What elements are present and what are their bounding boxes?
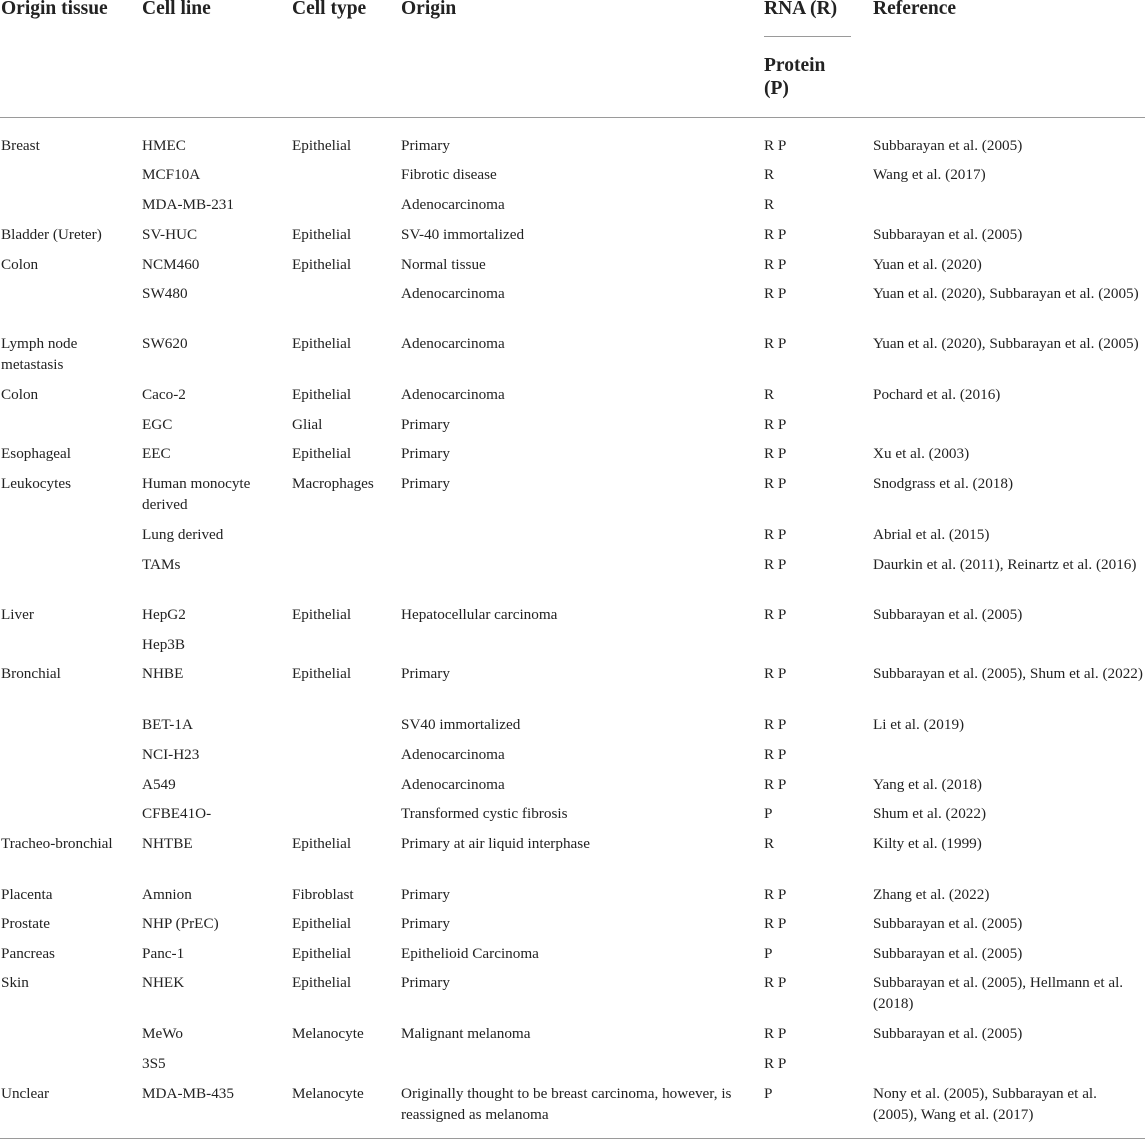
- cell-line-cell: TAMs: [142, 556, 181, 573]
- cell-type-cell: Epithelial: [292, 445, 352, 462]
- rna-protein-cell: R P: [764, 746, 787, 763]
- rna-protein-cell: R P: [764, 416, 787, 433]
- origin-cell: Primary: [401, 915, 450, 932]
- cell-line-cell: EEC: [142, 445, 171, 462]
- rna-protein-cell: R P: [764, 606, 787, 623]
- reference-cell: Yuan et al. (2020), Subbarayan et al. (2005): [873, 285, 1139, 302]
- rna-protein-cell: R P: [764, 665, 787, 682]
- cell-type-cell: Epithelial: [292, 835, 352, 852]
- rna-protein-cell: R: [764, 196, 775, 213]
- header-cell-type: Cell type: [292, 0, 367, 19]
- header-sub-divider: [764, 36, 851, 37]
- rna-protein-cell: R P: [764, 285, 787, 302]
- cell-line-cell: Lung derived: [142, 526, 224, 543]
- rna-protein-cell: R P: [764, 974, 787, 991]
- cell-line-cell: SW620: [142, 335, 188, 352]
- reference-cell: Shum et al. (2022): [873, 805, 987, 822]
- rna-protein-cell: R P: [764, 526, 787, 543]
- cell-line-cell: BET-1A: [142, 716, 193, 733]
- cell-line-cell: NHTBE: [142, 835, 193, 852]
- cell-type-cell: Epithelial: [292, 945, 352, 962]
- origin-cell: Adenocarcinoma: [401, 335, 505, 352]
- origin-cell: Adenocarcinoma: [401, 285, 505, 302]
- origin-cell: Adenocarcinoma: [401, 386, 505, 403]
- origin-tissue-cell: Liver: [1, 606, 34, 623]
- rna-protein-cell: R P: [764, 776, 787, 793]
- cell-type-cell: Epithelial: [292, 137, 352, 154]
- cell-line-cell: MDA-MB-231: [142, 196, 234, 213]
- cell-line-cell: NHEK: [142, 974, 185, 991]
- reference-cell: Subbarayan et al. (2005): [873, 606, 1023, 623]
- cell-line-cell: SV-HUC: [142, 226, 198, 243]
- origin-tissue-cell: Lymph node metastasis: [1, 335, 78, 373]
- origin-cell: Adenocarcinoma: [401, 746, 505, 763]
- cell-line-cell: A549: [142, 776, 176, 793]
- cell-line-cell: Amnion: [142, 886, 192, 903]
- reference-cell: Daurkin et al. (2011), Reinartz et al. (2016): [873, 556, 1137, 573]
- header-origin: Origin: [401, 0, 457, 19]
- cell-line-cell: NCM460: [142, 256, 200, 273]
- header-origin-tissue: Origin tissue: [1, 0, 108, 19]
- origin-tissue-cell: Leukocytes: [1, 475, 72, 492]
- cell-type-cell: Macrophages: [292, 475, 374, 492]
- rna-protein-cell: R P: [764, 1055, 787, 1072]
- cell-type-cell: Epithelial: [292, 386, 352, 403]
- cell-type-cell: Fibroblast: [292, 886, 354, 903]
- cell-line-cell: Caco-2: [142, 386, 186, 403]
- origin-cell: Primary: [401, 416, 450, 433]
- rna-protein-cell: R P: [764, 226, 787, 243]
- origin-cell: Hepatocellular carcinoma: [401, 606, 558, 623]
- reference-cell: Xu et al. (2003): [873, 445, 970, 462]
- cell-type-cell: Epithelial: [292, 256, 352, 273]
- reference-cell: Subbarayan et al. (2005), Hellmann et al. (2018): [873, 974, 1124, 1012]
- reference-cell: Wang et al. (2017): [873, 166, 986, 183]
- rna-protein-cell: P: [764, 1085, 773, 1102]
- cell-line-cell: 3S5: [142, 1055, 166, 1072]
- reference-cell: Subbarayan et al. (2005): [873, 945, 1023, 962]
- cell-type-cell: Glial: [292, 416, 323, 433]
- origin-cell: Malignant melanoma: [401, 1025, 531, 1042]
- rna-protein-cell: R: [764, 166, 775, 183]
- cell-type-cell: Melanocyte: [292, 1085, 364, 1102]
- origin-cell: Primary: [401, 886, 450, 903]
- origin-cell: Primary at air liquid interphase: [401, 835, 590, 852]
- reference-cell: Kilty et al. (1999): [873, 835, 982, 852]
- rna-protein-cell: R: [764, 835, 775, 852]
- rna-protein-cell: R P: [764, 556, 787, 573]
- rna-protein-cell: R P: [764, 886, 787, 903]
- reference-cell: Subbarayan et al. (2005): [873, 915, 1023, 932]
- rna-protein-cell: R: [764, 386, 775, 403]
- reference-cell: Nony et al. (2005), Subbarayan et al. (2005), Wang et al. (2017): [873, 1085, 1097, 1123]
- cell-line-cell: HMEC: [142, 137, 186, 154]
- origin-tissue-cell: Prostate: [1, 915, 50, 932]
- cell-line-cell: Hep3B: [142, 636, 186, 653]
- cell-line-cell: Human monocyte derived: [142, 475, 251, 513]
- origin-tissue-cell: Colon: [1, 256, 39, 273]
- rna-protein-cell: P: [764, 945, 773, 962]
- reference-cell: Yuan et al. (2020): [873, 256, 982, 273]
- origin-cell: Primary: [401, 974, 450, 991]
- origin-cell: SV40 immortalized: [401, 716, 521, 733]
- reference-cell: Snodgrass et al. (2018): [873, 475, 1014, 492]
- cell-line-cell: NCI-H23: [142, 746, 200, 763]
- cell-line-cell: EGC: [142, 416, 173, 433]
- cell-line-cell: Panc-1: [142, 945, 185, 962]
- cell-line-cell: MeWo: [142, 1025, 183, 1042]
- table-bottom-divider: [0, 1138, 1145, 1139]
- reference-cell: Yang et al. (2018): [873, 776, 982, 793]
- origin-cell: Adenocarcinoma: [401, 776, 505, 793]
- reference-cell: Subbarayan et al. (2005), Shum et al. (2022): [873, 665, 1143, 682]
- origin-tissue-cell: Colon: [1, 386, 39, 403]
- origin-cell: Primary: [401, 137, 450, 154]
- cell-type-cell: Epithelial: [292, 606, 352, 623]
- rna-protein-cell: R P: [764, 915, 787, 932]
- reference-cell: Pochard et al. (2016): [873, 386, 1001, 403]
- reference-cell: Subbarayan et al. (2005): [873, 1025, 1023, 1042]
- rna-protein-cell: R P: [764, 475, 787, 492]
- origin-tissue-cell: Skin: [1, 974, 29, 991]
- origin-tissue-cell: Breast: [1, 137, 40, 154]
- cell-line-cell: MCF10A: [142, 166, 201, 183]
- cell-type-cell: Epithelial: [292, 335, 352, 352]
- origin-cell: Primary: [401, 475, 450, 492]
- cell-line-cell: NHP (PrEC): [142, 915, 219, 932]
- rna-protein-cell: R P: [764, 716, 787, 733]
- origin-cell: Primary: [401, 445, 450, 462]
- origin-cell: Originally thought to be breast carcinoma, however, is reassigned as melanoma: [401, 1085, 732, 1123]
- cell-type-cell: Epithelial: [292, 915, 352, 932]
- origin-tissue-cell: Esophageal: [1, 445, 72, 462]
- header-protein-line2: (P): [764, 78, 789, 99]
- cell-line-cell: NHBE: [142, 665, 184, 682]
- origin-cell: Normal tissue: [401, 256, 486, 273]
- rna-protein-cell: R P: [764, 1025, 787, 1042]
- cell-type-cell: Epithelial: [292, 974, 352, 991]
- header-reference: Reference: [873, 0, 956, 19]
- header-rna: RNA (R): [764, 0, 838, 19]
- origin-tissue-cell: Placenta: [1, 886, 53, 903]
- reference-cell: Abrial et al. (2015): [873, 526, 990, 543]
- origin-tissue-cell: Bronchial: [1, 665, 61, 682]
- rna-protein-cell: R P: [764, 445, 787, 462]
- header-divider: [0, 117, 1145, 118]
- origin-cell: Fibrotic disease: [401, 166, 497, 183]
- origin-cell: Adenocarcinoma: [401, 196, 505, 213]
- cell-line-cell: CFBE41O-: [142, 805, 212, 822]
- cell-type-cell: Melanocyte: [292, 1025, 364, 1042]
- header-protein-line1: Protein: [764, 55, 826, 76]
- origin-tissue-cell: Tracheo-bronchial: [1, 835, 113, 852]
- origin-cell: SV-40 immortalized: [401, 226, 525, 243]
- cell-type-cell: Epithelial: [292, 665, 352, 682]
- origin-cell: Epithelioid Carcinoma: [401, 945, 539, 962]
- rna-protein-cell: P: [764, 805, 773, 822]
- reference-cell: Yuan et al. (2020), Subbarayan et al. (2005): [873, 335, 1139, 352]
- cell-line-cell: MDA-MB-435: [142, 1085, 234, 1102]
- reference-cell: Li et al. (2019): [873, 716, 965, 733]
- origin-cell: Primary: [401, 665, 450, 682]
- rna-protein-cell: R P: [764, 335, 787, 352]
- cell-line-cell: SW480: [142, 285, 188, 302]
- header-cell-line: Cell line: [142, 0, 211, 19]
- reference-cell: Zhang et al. (2022): [873, 886, 990, 903]
- origin-tissue-cell: Bladder (Ureter): [1, 226, 102, 243]
- reference-cell: Subbarayan et al. (2005): [873, 226, 1023, 243]
- cell-type-cell: Epithelial: [292, 226, 352, 243]
- origin-tissue-cell: Unclear: [1, 1085, 50, 1102]
- rna-protein-cell: R P: [764, 137, 787, 154]
- origin-cell: Transformed cystic fibrosis: [401, 805, 568, 822]
- rna-protein-cell: R P: [764, 256, 787, 273]
- origin-tissue-cell: Pancreas: [1, 945, 55, 962]
- reference-cell: Subbarayan et al. (2005): [873, 137, 1023, 154]
- cell-line-cell: HepG2: [142, 606, 186, 623]
